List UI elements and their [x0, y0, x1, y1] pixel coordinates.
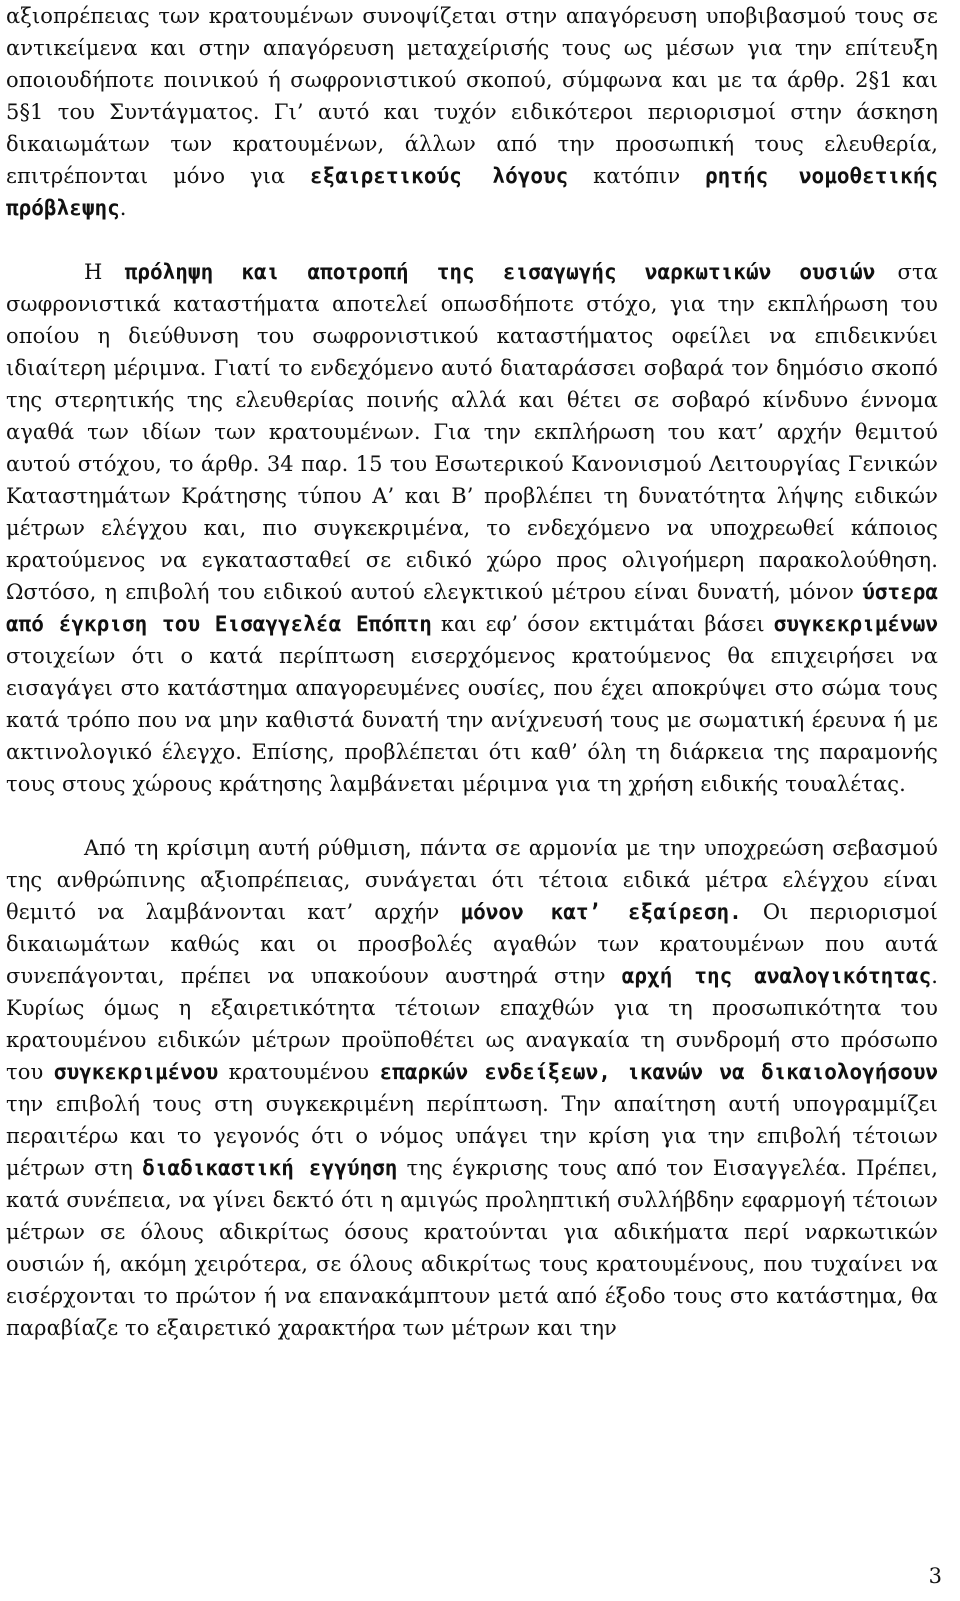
text-segment: αξιοπρέπειας των κρατουμένων συνοψίζεται στην απαγόρευση υποβιβασμού τους σε αντικείμενα και στην απαγόρευση μεταχείρισής τους ως μέσων για την επίτευξη οποιουδήποτε ποινικού ή σωφρονιστικού σκοπού, σύμφωνα και με τα άρθρ. 2§1 και 5§1 του Συντάγματος. Γι’ αυτό και τυχόν ειδικότεροι περιορισμοί στην άσκηση δικαιωμάτων των κρατουμένων, άλλων από την προσωπική τους ελευθερία, επιτρέπονται μόνο για: [6, 4, 938, 188]
text-segment: κατόπιν: [568, 164, 706, 188]
paragraph-1: [6, 0, 938, 224]
paragraph-2: [6, 256, 938, 800]
bold-text-segment: μόνον κατ’ εξαίρεση.: [460, 900, 742, 924]
text-segment: .: [119, 196, 127, 220]
bold-text-segment: εξαιρετικούς λόγους: [310, 164, 569, 188]
text-segment: στοιχείων ότι ο κατά περίπτωση εισερχόμενος κρατούμενος θα επιχειρήσει να εισαγάγει στο κατάστημα απαγορευμένες ουσίες, που έχει αποκρύψει στο σώμα τους κατά τρόπο που να μην καθιστά δυνατή την ανίχνευσή τους με σωματική έρευνα ή με ακτινολογικό έλεγχο. Επίσης, προβλέπεται ότι καθ’ όλη τη διάρκεια της παραμονής τους στους χώρους κράτησης λαμβάνεται μέριμνα για τη χρήση ειδικής τουαλέτας.: [6, 644, 938, 796]
text-segment: Οι περιορισμοί δικαιωμάτων καθώς και οι προσβολές αγαθών των κρατουμένων που αυτά συνεπάγονται, πρέπει να υπακούουν αυστηρά στην: [6, 900, 939, 988]
bold-text-segment: αρχή της αναλογικότητας: [621, 964, 932, 988]
text-segment: στα σωφρονιστικά καταστήματα αποτελεί οπωσδήποτε στόχο, για την εκπλήρωση του οποίου η διεύθυνση του σωφρονιστικού καταστήματος οφείλει να επιδεικνύει ιδιαίτερη μέριμνα. Γιατί το ενδεχόμενο αυτό διαταράσσει σοβαρά τον δημόσιο σκοπό της στερητικής της ελευθερίας ποινής αλλά και θέτει σε σοβαρό κίνδυνο έννομα αγαθά των ιδίων των κρατουμένων. Για την εκπλήρωση του κατ’ αρχήν θεμιτού αυτού στόχου, το άρθρ. 34 παρ. 15 του Εσωτερικού Κανονισμού Λειτουργίας Γενικών Καταστημάτων Κράτησης τύπου Α’ και Β’ προβλέπει τη δυνατότητα λήψης ειδικών μέτρων ελέγχου και, πιο συγκεκριμένα, το ενδεχόμενο να υποχρεωθεί κάποιος κρατούμενος να εγκατασταθεί σε ειδικό χώρο προς ολιγοήμερη παρακολούθηση. Ωστόσο, η επιβολή του ειδικού αυτού ελεγκτικού μέτρου είναι δυνατή, μόνον: [6, 260, 938, 604]
text-segment: Από τη κρίσιμη αυτή ρύθμιση, πάντα σε αρμονία με την υποχρεώση σεβασμού της ανθρώπινης αξιοπρέπειας, συνάγεται ότι τέτοια ειδικά μέτρα ελέγχου είναι θεμιτό να λαμβάνονται κατ’ αρχήν: [6, 836, 938, 924]
bold-text-segment: συγκεκριμένων: [773, 612, 938, 636]
text-segment: την επιβολή τους στη συγκεκριμένη περίπτωση. Την απαίτηση αυτή υπογραμμίζει περαιτέρω και το γεγονός ότι ο νόμος υπάγει την κρίση για την επιβολή τέτοιων μέτρων στη: [6, 1092, 938, 1180]
bold-text-segment: επαρκών ενδείξεων, ικανών να δικαιολογήσουν: [379, 1060, 938, 1084]
bold-text-segment: ύστερα από έγκριση του Εισαγγελέα Επόπτη: [6, 580, 938, 636]
text-segment: κρατουμένου: [218, 1060, 380, 1084]
paragraph-3: [6, 832, 938, 1344]
page-number: 3: [928, 1564, 942, 1588]
text-segment: . Κυρίως όμως η εξαιρετικότητα τέτοιων επαχθών για τη προσωπικότητα του κρατουμένου ειδικών μέτρων προϋποθέτει ως αναγκαία τη συνδρομή στο πρόσωπο του: [6, 964, 938, 1084]
text-segment: και εφ’ όσον εκτιμάται βάσει: [431, 612, 774, 636]
bold-text-segment: ρητής νομοθετικής πρόβλεψης: [6, 164, 938, 220]
text-segment: της έγκρισης τους από τον Εισαγγελέα. Πρέπει, κατά συνέπεια, να γίνει δεκτό ότι η αμιγώς προληπτική συλλήβδην εφαρμογή τέτοιων μέτρων σε όλους αδικρίτως όσους κρατούνται για αδικήματα περί ναρκωτικών ουσιών ή, ακόμη χειρότερα, σε όλους αδικρίτως τους κρατουμένους, που τυχαίνει να εισέρχονται το πρώτον ή να επανακάμπτουν μετά από έξοδο τους στο κατάστημα, θα παραβίαζε το εξαιρετικό χαρακτήρα των μέτρων και την: [6, 1156, 938, 1340]
bold-text-segment: πρόληψη και αποτροπή της εισαγωγής ναρκωτικών ουσιών: [124, 260, 876, 284]
document-page: [6, 0, 938, 1344]
text-segment: Η: [84, 260, 125, 284]
bold-text-segment: διαδικαστική εγγύηση: [142, 1156, 398, 1180]
bold-text-segment: συγκεκριμένου: [53, 1060, 219, 1084]
